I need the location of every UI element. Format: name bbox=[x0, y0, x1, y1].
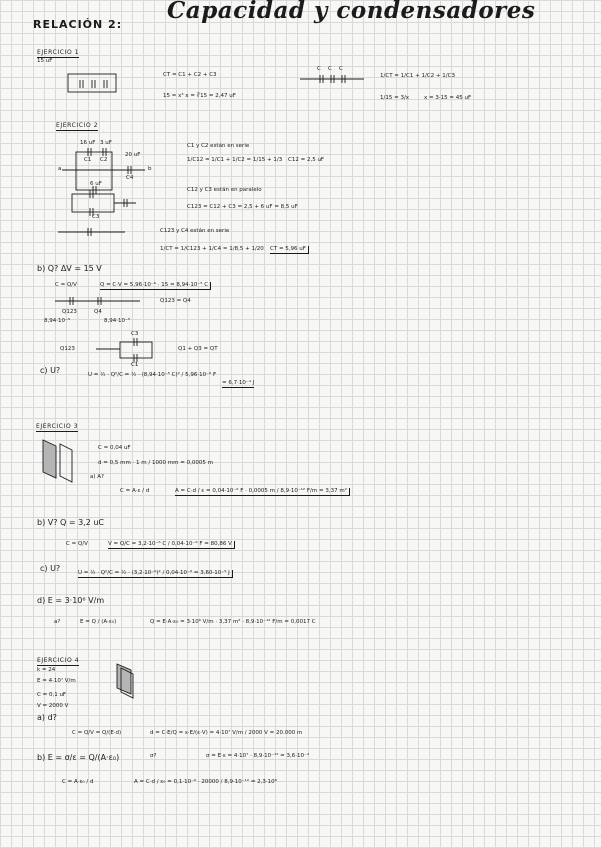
ej4-given-k: k = 24 bbox=[37, 667, 56, 673]
ej2-step2-eq: C123 = C12 + C3 = 2,5 + 6 uF = 8,5 uF bbox=[187, 204, 298, 210]
ej3-d-formula: E = Q / (A·ε₀) bbox=[80, 619, 117, 625]
ej2-q-label-123: Q123 bbox=[62, 309, 77, 315]
ej4-given-v: V = 2000 V bbox=[37, 703, 69, 709]
ej2-step1-res: C12 = 2,5 uF bbox=[288, 157, 325, 163]
ej2-par-c3: C3 bbox=[131, 331, 139, 337]
ej3-plate-capacitor bbox=[43, 440, 72, 482]
ej3-b-formula: C = Q/V bbox=[66, 541, 88, 547]
ej2-circuit-3 bbox=[58, 228, 125, 236]
ej2-label-b: b bbox=[148, 166, 152, 172]
ej1-series-result: x = 3·15 = 45 uF bbox=[424, 95, 472, 101]
ej2-step3-res: CT = 5,96 uF bbox=[270, 246, 309, 254]
ej2-c-eq: U = ½ · Q²/C = ½ · (8,94·10⁻⁵ C)² / 5,96·10⁻⁶ F bbox=[88, 372, 217, 378]
ej2-label-3uf: 3 uF bbox=[100, 140, 112, 146]
ej4-a-question: a) d? bbox=[37, 713, 57, 722]
ej2-label-c2: C2 bbox=[100, 157, 108, 163]
ej2-b-question: b) Q? ΔV = 15 V bbox=[37, 264, 102, 273]
ej2-c-question: c) U? bbox=[40, 366, 61, 375]
ej4-b-question: b) E = σ/ε = Q/(A·ε₀) bbox=[37, 753, 120, 762]
ej2-q-series bbox=[55, 297, 140, 305]
ej2-label-16uf: 16 uF bbox=[80, 140, 96, 146]
ej2-c-result: = 6,7·10⁻⁴ J bbox=[222, 380, 255, 386]
ej4-given-c: C = 0,1 uF bbox=[37, 692, 67, 698]
ej2-q-parallel bbox=[96, 338, 152, 362]
ej3-c-question: c) U? bbox=[40, 564, 61, 573]
ej4-b-sub: σ? bbox=[150, 753, 157, 759]
ej4-given-e: E = 4·10⁷ V/m bbox=[37, 678, 76, 684]
ej3-heading: EJERCICIO 3 bbox=[36, 423, 79, 430]
ej2-q-value-1: 8,94·10⁻⁵ bbox=[44, 318, 71, 324]
ej4-plate-capacitor bbox=[117, 664, 133, 698]
ej2-label-6uf: 6 uF bbox=[90, 181, 102, 187]
ej2-label-c1: C1 bbox=[84, 157, 92, 163]
ej3-b-question: b) V? Q = 3,2 uC bbox=[37, 518, 105, 527]
ej2-heading: EJERCICIO 2 bbox=[56, 122, 99, 129]
ej2-step1: C1 y C2 están en serie bbox=[187, 143, 250, 149]
ej3-b-result: V = Q/C = 3,2·10⁻⁶ C / 0,04·10⁻⁶ F = 80,86 V bbox=[108, 541, 235, 549]
ej3-d-question: d) E = 3·10⁶ V/m bbox=[37, 596, 105, 605]
ej4-heading: EJERCICIO 4 bbox=[37, 657, 80, 664]
ej2-par-label: Q123 bbox=[60, 346, 75, 352]
ej4-a-formula: C = Q/V = Q/(E·d) bbox=[72, 730, 122, 736]
ej3-d-result: Q = E·A·ε₀ = 3·10⁶ V/m · 3,37 m² · 8,9·10⁻¹² F/m = 0,0017 C bbox=[150, 619, 316, 625]
ej4-a-result: d = C·E/Q = ε·E/(ε·V) = 4·10⁷ V/m / 2000 V = 20.000 m bbox=[150, 730, 303, 736]
ej2-step1-eq: 1/C12 = 1/C1 + 1/C2 = 1/15 + 1/3 bbox=[187, 157, 283, 163]
ej3-a-question: a) A? bbox=[90, 474, 104, 480]
ej2-label-c4: C4 bbox=[126, 175, 134, 181]
ej2-step2: C12 y C3 están en paralelo bbox=[187, 187, 262, 193]
ej2-step3: C123 y C4 están en serie bbox=[160, 228, 230, 234]
ej4-b-result: σ = E·ε = 4·10⁷ · 8,9·10⁻¹² = 3,6·10⁻⁴ bbox=[206, 753, 310, 759]
ej2-b-formula: C = Q/V bbox=[55, 282, 77, 288]
ej1-parallel-circuit bbox=[68, 74, 116, 92]
ej3-given-d: d = 0,5 mm · 1 m / 1000 mm = 0,0005 m bbox=[98, 460, 213, 466]
ej1-solve: 15 = x³ x = ∛15 = 2,47 uF bbox=[163, 93, 236, 99]
ej1-series-circuit bbox=[300, 75, 364, 83]
ej1-c3-label: C bbox=[339, 66, 343, 72]
title-prefix: RELACIÓN 2: bbox=[33, 18, 123, 31]
ej2-circuit-2 bbox=[72, 190, 136, 216]
ej1-ct-sum: CT = C1 + C2 + C3 bbox=[163, 72, 217, 78]
ej2-label-20uf: 20 uF bbox=[125, 152, 141, 158]
ej3-d-sub: a? bbox=[54, 619, 61, 625]
ej4-c-result: A = C·d / ε₀ = 0,1·10⁻⁶ · 20000 / 8,9·10⁻¹² = 2,3·10⁸ bbox=[134, 779, 277, 785]
ej2-b-result: Q = C·V = 5,96·10⁻⁶ · 15 = 8,94·10⁻⁵ C bbox=[100, 282, 211, 290]
ej3-given-c: C = 0,04 uF bbox=[98, 445, 131, 451]
ej2-q-sum: Q1 + Q3 = QT bbox=[178, 346, 218, 352]
ej3-a-result: A = C·d / ε = 0,04·10⁻⁶ F · 0,0005 m / 8,9·10⁻¹² F/m = 3,37 m² bbox=[175, 488, 350, 496]
page-title: Capacidad y condensadores bbox=[167, 0, 536, 24]
ej2-q-label-4: Q4 bbox=[94, 309, 102, 315]
ej2-q-value-2: 8,94·10⁻⁵ bbox=[104, 318, 131, 324]
ej2-label-c3: C3 bbox=[92, 214, 100, 220]
ej3-a-formula: C = A·ε / d bbox=[120, 488, 150, 494]
ej1-series-solve: 1/15 = 3/x bbox=[380, 95, 410, 101]
ej2-label-a: a bbox=[58, 166, 62, 172]
ej1-given: 15 uF bbox=[37, 58, 53, 64]
ej1-series-eq: 1/CT = 1/C1 + 1/C2 + 1/C3 bbox=[380, 73, 455, 79]
ej1-heading: EJERCICIO 1 bbox=[37, 49, 80, 56]
ej2-q-equality: Q123 = Q4 bbox=[160, 298, 191, 304]
ej2-step3-eq: 1/CT = 1/C123 + 1/C4 = 1/8,5 + 1/20 bbox=[160, 246, 264, 252]
ej1-c1-label: C bbox=[317, 66, 321, 72]
ej3-c-result: U = ½ · Q²/C = ½ · (3,2·10⁻⁶)² / 0,04·10⁻⁶ = 3,60·10⁻⁵ J bbox=[78, 570, 233, 578]
ej1-c2-label: C bbox=[328, 66, 332, 72]
ej4-c-formula: C = A·ε₀ / d bbox=[62, 779, 94, 785]
ej2-par-c1: C1 bbox=[131, 362, 139, 368]
